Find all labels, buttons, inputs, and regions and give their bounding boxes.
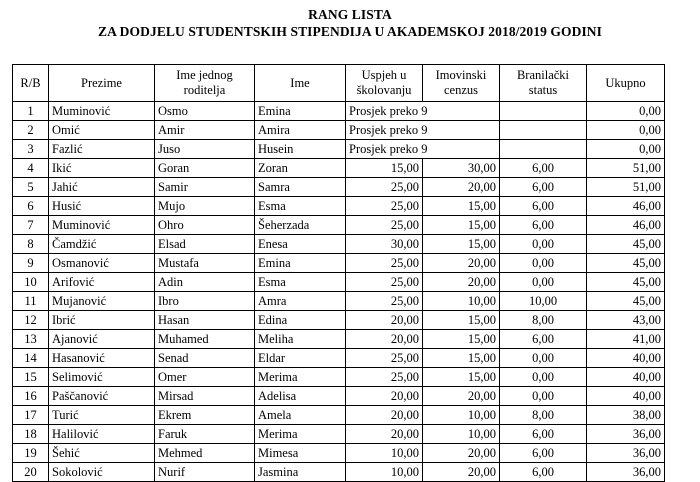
cell-rb: 20 [13, 463, 49, 482]
cell-ukupno: 46,00 [587, 216, 665, 235]
col-header-ime: Ime [255, 65, 346, 102]
cell-branilacki: 8,00 [500, 406, 587, 425]
cell-roditelj: Faruk [155, 425, 255, 444]
cell-rb: 11 [13, 292, 49, 311]
cell-roditelj: Hasan [155, 311, 255, 330]
cell-roditelj: Senad [155, 349, 255, 368]
cell-rb: 7 [13, 216, 49, 235]
cell-ime: Amela [255, 406, 346, 425]
cell-ime: Esma [255, 273, 346, 292]
cell-ukupno: 41,00 [587, 330, 665, 349]
cell-prezime: Jahić [49, 178, 155, 197]
cell-ukupno: 46,00 [587, 197, 665, 216]
cell-roditelj: Adin [155, 273, 255, 292]
cell-ukupno: 0,00 [587, 102, 665, 121]
cell-rb: 17 [13, 406, 49, 425]
cell-note: Prosjek preko 9 [346, 140, 500, 159]
cell-branilacki: 6,00 [500, 197, 587, 216]
cell-uspjeh: 10,00 [346, 444, 423, 463]
cell-uspjeh: 20,00 [346, 425, 423, 444]
cell-uspjeh: 30,00 [346, 235, 423, 254]
table-row [13, 254, 665, 273]
cell-ime: Šeherzada [255, 216, 346, 235]
cell-rb: 18 [13, 425, 49, 444]
cell-branilacki: 6,00 [500, 425, 587, 444]
cell-note: Prosjek preko 9 [346, 102, 500, 121]
cell-rb: 13 [13, 330, 49, 349]
cell-roditelj: Mujo [155, 197, 255, 216]
col-header-ukupno: Ukupno [587, 65, 665, 102]
cell-roditelj: Juso [155, 140, 255, 159]
cell-ime: Amra [255, 292, 346, 311]
cell-branilacki: 6,00 [500, 444, 587, 463]
cell-imovinski: 10,00 [423, 425, 500, 444]
cell-rb: 6 [13, 197, 49, 216]
cell-ime: Adelisa [255, 387, 346, 406]
table-row [13, 463, 665, 482]
cell-rb: 16 [13, 387, 49, 406]
cell-ukupno: 40,00 [587, 368, 665, 387]
cell-note: Prosjek preko 9 [346, 121, 500, 140]
cell-ime: Esma [255, 197, 346, 216]
cell-branilacki: 6,00 [500, 178, 587, 197]
cell-roditelj: Mehmed [155, 444, 255, 463]
cell-ukupno: 45,00 [587, 273, 665, 292]
cell-rb: 14 [13, 349, 49, 368]
cell-roditelj: Omer [155, 368, 255, 387]
table-row [13, 159, 665, 178]
table-body [13, 102, 665, 482]
cell-uspjeh: 25,00 [346, 254, 423, 273]
cell-ime: Emina [255, 254, 346, 273]
cell-ukupno: 36,00 [587, 425, 665, 444]
cell-branilacki: 0,00 [500, 273, 587, 292]
cell-uspjeh: 25,00 [346, 273, 423, 292]
cell-ukupno: 40,00 [587, 387, 665, 406]
cell-branilacki: 6,00 [500, 216, 587, 235]
cell-ukupno: 51,00 [587, 178, 665, 197]
cell-ukupno: 45,00 [587, 254, 665, 273]
cell-imovinski: 15,00 [423, 330, 500, 349]
cell-ime: Samra [255, 178, 346, 197]
cell-uspjeh: 20,00 [346, 311, 423, 330]
cell-roditelj: Osmo [155, 102, 255, 121]
cell-prezime: Hasanović [49, 349, 155, 368]
cell-imovinski: 30,00 [423, 159, 500, 178]
cell-prezime: Ikić [49, 159, 155, 178]
cell-ime: Emina [255, 102, 346, 121]
col-header-prezime: Prezime [49, 65, 155, 102]
cell-branilacki: 0,00 [500, 387, 587, 406]
cell-prezime: Fazlić [49, 140, 155, 159]
table-row [13, 368, 665, 387]
cell-ime: Enesa [255, 235, 346, 254]
table-row [13, 330, 665, 349]
col-header-branilacki: Branilački status [500, 65, 587, 102]
cell-uspjeh: 25,00 [346, 178, 423, 197]
table-row [13, 311, 665, 330]
cell-prezime: Muminović [49, 216, 155, 235]
cell-ukupno: 38,00 [587, 406, 665, 425]
table-row [13, 121, 665, 140]
cell-uspjeh: 10,00 [346, 463, 423, 482]
cell-imovinski: 15,00 [423, 368, 500, 387]
cell-rb: 12 [13, 311, 49, 330]
table-row [13, 425, 665, 444]
cell-rb: 4 [13, 159, 49, 178]
table-row [13, 216, 665, 235]
cell-prezime: Halilović [49, 425, 155, 444]
cell-imovinski: 20,00 [423, 178, 500, 197]
cell-ime: Meliha [255, 330, 346, 349]
table-row [13, 235, 665, 254]
cell-ukupno: 45,00 [587, 235, 665, 254]
cell-prezime: Sokolović [49, 463, 155, 482]
cell-rb: 10 [13, 273, 49, 292]
table-row [13, 273, 665, 292]
cell-imovinski: 15,00 [423, 216, 500, 235]
cell-ukupno: 0,00 [587, 121, 665, 140]
cell-imovinski: 20,00 [423, 254, 500, 273]
cell-prezime: Čamdžić [49, 235, 155, 254]
cell-prezime: Mujanović [49, 292, 155, 311]
cell-ime: Merima [255, 425, 346, 444]
cell-roditelj: Ibro [155, 292, 255, 311]
cell-prezime: Omić [49, 121, 155, 140]
cell-uspjeh: 25,00 [346, 368, 423, 387]
cell-uspjeh: 25,00 [346, 197, 423, 216]
cell-branilacki: 0,00 [500, 254, 587, 273]
cell-branilacki: 0,00 [500, 349, 587, 368]
cell-branilacki: 10,00 [500, 292, 587, 311]
table-row [13, 444, 665, 463]
cell-ime: Zoran [255, 159, 346, 178]
cell-roditelj: Samir [155, 178, 255, 197]
table-row [13, 349, 665, 368]
cell-roditelj: Mustafa [155, 254, 255, 273]
cell-ukupno: 0,00 [587, 140, 665, 159]
cell-branilacki: 6,00 [500, 463, 587, 482]
cell-ukupno: 45,00 [587, 292, 665, 311]
cell-uspjeh: 25,00 [346, 216, 423, 235]
cell-prezime: Ajanović [49, 330, 155, 349]
cell-prezime: Arifović [49, 273, 155, 292]
table-row [13, 387, 665, 406]
cell-uspjeh: 20,00 [346, 330, 423, 349]
cell-ime: Mimesa [255, 444, 346, 463]
cell-branilacki: 6,00 [500, 330, 587, 349]
cell-roditelj: Nurif [155, 463, 255, 482]
cell-ime: Edina [255, 311, 346, 330]
cell-imovinski: 15,00 [423, 235, 500, 254]
document-subtitle: ZA DODJELU STUDENTSKIH STIPENDIJA U AKADEMSKOJ 2018/2019 GODINI [97, 24, 602, 39]
cell-rb: 5 [13, 178, 49, 197]
cell-prezime: Turić [49, 406, 155, 425]
cell-imovinski: 15,00 [423, 349, 500, 368]
table-row [13, 197, 665, 216]
cell-branilacki: 0,00 [500, 235, 587, 254]
cell-ime: Husein [255, 140, 346, 159]
document-header [0, 0, 700, 40]
cell-ukupno: 51,00 [587, 159, 665, 178]
cell-prezime: Ibrić [49, 311, 155, 330]
cell-rb: 8 [13, 235, 49, 254]
cell-uspjeh: 15,00 [346, 159, 423, 178]
cell-prezime: Paščanović [49, 387, 155, 406]
cell-branilacki [500, 121, 587, 140]
cell-rb: 19 [13, 444, 49, 463]
cell-prezime: Muminović [49, 102, 155, 121]
cell-ime: Jasmina [255, 463, 346, 482]
cell-roditelj: Ohro [155, 216, 255, 235]
cell-imovinski: 10,00 [423, 292, 500, 311]
cell-branilacki [500, 140, 587, 159]
table-row [13, 292, 665, 311]
cell-rb: 1 [13, 102, 49, 121]
ranking-table [12, 64, 665, 482]
cell-ukupno: 40,00 [587, 349, 665, 368]
cell-ime: Merima [255, 368, 346, 387]
cell-ime: Amira [255, 121, 346, 140]
table-row [13, 406, 665, 425]
cell-ime: Eldar [255, 349, 346, 368]
cell-imovinski: 20,00 [423, 444, 500, 463]
cell-ukupno: 43,00 [587, 311, 665, 330]
table-row [13, 102, 665, 121]
col-header-roditelj: Ime jednog roditelja [155, 65, 255, 102]
cell-ukupno: 36,00 [587, 463, 665, 482]
cell-prezime: Šehić [49, 444, 155, 463]
cell-imovinski: 20,00 [423, 387, 500, 406]
cell-roditelj: Mirsad [155, 387, 255, 406]
cell-imovinski: 15,00 [423, 197, 500, 216]
cell-ukupno: 36,00 [587, 444, 665, 463]
cell-imovinski: 20,00 [423, 273, 500, 292]
cell-imovinski: 20,00 [423, 463, 500, 482]
cell-rb: 9 [13, 254, 49, 273]
cell-uspjeh: 20,00 [346, 406, 423, 425]
cell-uspjeh: 20,00 [346, 387, 423, 406]
table-header-row [13, 65, 665, 102]
cell-prezime: Selimović [49, 368, 155, 387]
col-header-rb: R/B [13, 65, 49, 102]
cell-prezime: Osmanović [49, 254, 155, 273]
table-row [13, 140, 665, 159]
cell-uspjeh: 25,00 [346, 292, 423, 311]
cell-imovinski: 10,00 [423, 406, 500, 425]
cell-branilacki: 0,00 [500, 368, 587, 387]
cell-branilacki: 6,00 [500, 159, 587, 178]
cell-rb: 15 [13, 368, 49, 387]
table-row [13, 178, 665, 197]
cell-imovinski: 15,00 [423, 311, 500, 330]
cell-roditelj: Amir [155, 121, 255, 140]
cell-rb: 2 [13, 121, 49, 140]
cell-roditelj: Elsad [155, 235, 255, 254]
col-header-uspjeh: Uspjeh u školovanju [346, 65, 423, 102]
cell-roditelj: Goran [155, 159, 255, 178]
cell-roditelj: Muhamed [155, 330, 255, 349]
cell-prezime: Husić [49, 197, 155, 216]
cell-rb: 3 [13, 140, 49, 159]
cell-uspjeh: 25,00 [346, 349, 423, 368]
cell-branilacki [500, 102, 587, 121]
cell-roditelj: Ekrem [155, 406, 255, 425]
cell-branilacki: 8,00 [500, 311, 587, 330]
document-title: RANG LISTA [308, 7, 392, 22]
col-header-imovinski: Imovinski cenzus [423, 65, 500, 102]
